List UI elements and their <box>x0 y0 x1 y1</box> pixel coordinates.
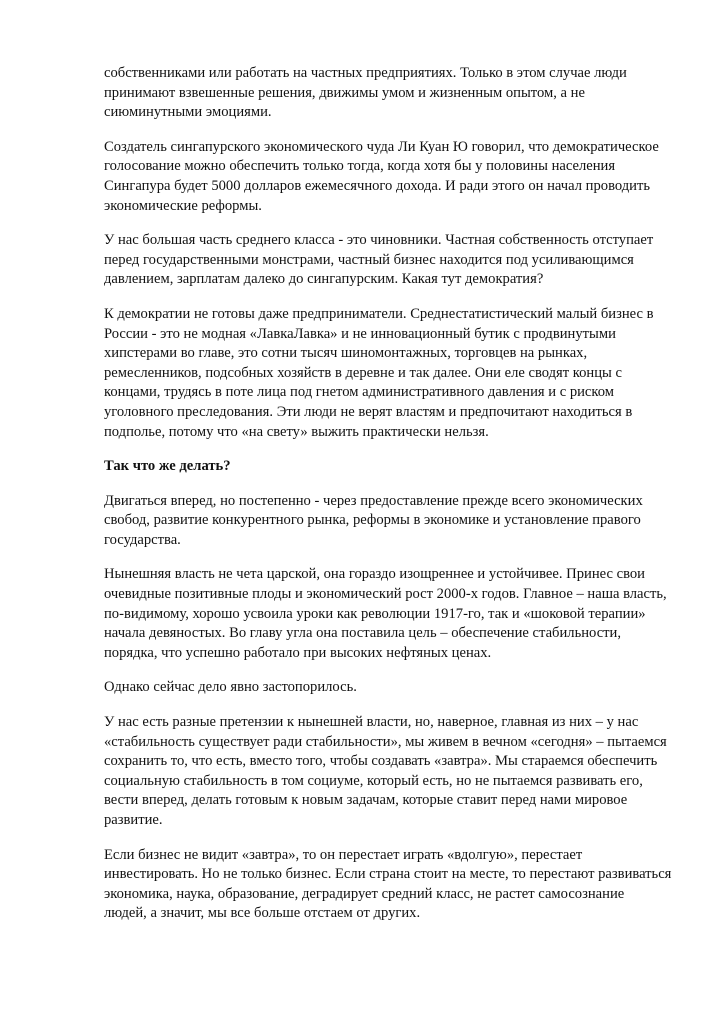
document-page <box>104 64 682 939</box>
paragraph-4: К демократии не готовы даже предприниматели. Среднестатистический малый бизнес в России - это не модная «ЛавкаЛавка» и не инновационный бутик с продвинутыми хипстерами во главе, это сотни тысяч шиномонтажных, торговцев на рынках, ремесленников, подсобных хозяйств в деревне и так далее. Они еле сводят концы с концами, трудясь в поте лица под гнетом административного давления и с риском уголовного преследования. Эти люди не верят властям и предпочитают находиться в подполье, потому что «на свету» выжить практически нельзя. <box>104 305 654 440</box>
paragraph-1: собственниками или работать на частных предприятиях. Только в этом случае люди принимают взвешенные решения, движимы умом и жизненным опытом, а не сиюминутными эмоциями. <box>104 65 627 121</box>
paragraph-9: Если бизнес не видит «завтра», то он перестает играть «вдолгую», перестает инвестировать. Но не только бизнес. Если страна стоит на месте, то перестают развиваться экономика, наука, образование, деградирует средний класс, не растет самосознание людей, а значит, мы все больше отстаем от других. <box>104 846 672 922</box>
section-heading: Так что же делать? <box>104 458 231 475</box>
paragraph-5: Двигаться вперед, но постепенно - через предоставление прежде всего экономических свобод, развитие конкурентного рынка, реформы в экономике и установление правого государства. <box>104 492 643 548</box>
paragraph-8: У нас есть разные претензии к нынешней власти, но, наверное, главная из них – у нас «стабильность существует ради стабильности», мы живем в вечном «сегодня» – пытаемся сохранить то, что есть, вместо того, чтобы создавать «завтра». Мы стараемся обеспечить социальную стабильность в том социуме, который есть, но не пытаемся развивать его, вести вперед, делать готовым к новым задачам, которые ставит перед нами мировое развитие. <box>104 714 667 828</box>
paragraph-2: Создатель сингапурского экономического чуда Ли Куан Ю говорил, что демократическое голосование можно обеспечить только тогда, когда хотя бы у половины населения Сингапура будет 5000 долларов ежемесячного дохода. И ради этого он начал проводить экономические реформы. <box>104 138 659 214</box>
paragraph-7: Однако сейчас дело явно застопорилось. <box>104 679 357 696</box>
paragraph-3: У нас большая часть среднего класса - это чиновники. Частная собственность отступает перед государственными монстрами, частный бизнес находится под усиливающимся давлением, зарплатам далеко до сингапурским. Какая тут демократия? <box>104 232 654 288</box>
paragraph-6: Нынешняя власть не чета царской, она гораздо изощреннее и устойчивее. Принес свои очевидные позитивные плоды и экономический рост 2000-х годов. Главное – наша власть, по-видимому, хорошо усвоила уроки как революции 1917-го, так и «шоковой терапии» начала девяностых. Во главу угла она поставила цель – обеспечение стабильности, порядка, что успешно работало при высоких нефтяных ценах. <box>104 566 667 661</box>
